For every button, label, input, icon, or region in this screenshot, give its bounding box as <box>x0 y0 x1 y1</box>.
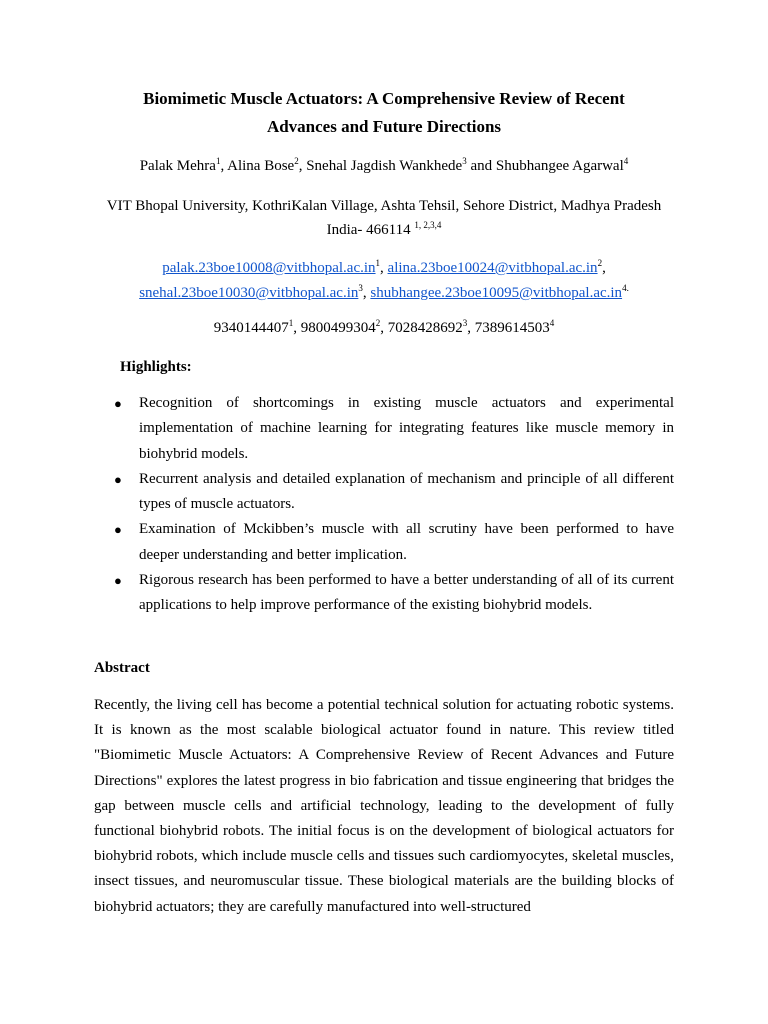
highlight-item <box>94 391 674 467</box>
affiliation-text: VIT Bhopal University, KothriKalan Village, Ashta Tehsil, Sehore District, Madhya Pradesh India- 466114 <box>106 198 662 238</box>
phone-separator: , <box>380 320 388 336</box>
email-link[interactable]: palak.23boe10008@vitbhopal.ac.in <box>162 260 376 276</box>
email-mark: 3 <box>358 283 363 293</box>
phone-separator: , <box>467 320 475 336</box>
phone-number: 7389614503 <box>474 320 550 336</box>
highlight-item <box>94 467 674 518</box>
author-affiliation-mark: 2 <box>294 156 299 166</box>
highlight-text: Rigorous research has been performed to have a better understanding of all of its current applications to help improve performance of the existing biohybrid models. <box>139 572 674 614</box>
bullet-icon: ● <box>114 471 122 487</box>
phone-mark: 4 <box>549 318 555 328</box>
author-separator: , <box>220 158 228 174</box>
author-list <box>94 156 674 176</box>
email-separator: , <box>362 285 371 301</box>
author-name: Palak Mehra <box>139 158 216 174</box>
highlight-item <box>94 568 674 619</box>
author-name: Shubhangee Agarwal <box>495 158 624 174</box>
email-link[interactable]: shubhangee.23boe10095@vitbhopal.ac.in <box>370 285 623 301</box>
email-link[interactable]: snehal.23boe10030@vitbhopal.ac.in <box>139 285 359 301</box>
email-separator: , <box>602 260 606 276</box>
phone-mark: 3 <box>462 318 468 328</box>
highlights-list <box>94 391 674 619</box>
highlight-text: Recognition of shortcomings in existing muscle actuators and experimental implementation of machine learning for integrating features like muscle memory in biohybrid models. <box>139 395 674 462</box>
title-line-2: Advances and Future Directions <box>266 117 502 136</box>
paper-title <box>94 85 674 141</box>
affiliation-mark: 1, 2,3,4 <box>414 220 442 230</box>
author-affiliation-mark: 3 <box>462 156 467 166</box>
email-mark: 1 <box>375 258 381 268</box>
email-mark: 4. <box>622 283 629 293</box>
phone-list <box>94 318 674 338</box>
bullet-icon: ● <box>114 522 122 538</box>
email-separator: , <box>380 260 388 276</box>
title-line-1: Biomimetic Muscle Actuators: A Comprehensive Review of Recent <box>143 89 625 108</box>
author-affiliation-mark: 1 <box>215 156 221 166</box>
bullet-icon: ● <box>114 573 122 589</box>
phone-number: 9800499304 <box>300 320 376 336</box>
bullet-icon: ● <box>114 396 122 411</box>
author-name: Alina Bose <box>227 158 295 174</box>
author-affiliation-mark: 4 <box>623 156 629 166</box>
highlight-text: Recurrent analysis and detailed explanation of mechanism and principle of all different types of muscle actuators. <box>139 470 674 513</box>
email-mark: 2 <box>597 258 603 268</box>
phone-number: 9340144407 <box>213 320 289 336</box>
phone-number: 7028428692 <box>387 320 463 336</box>
affiliation <box>94 194 674 242</box>
highlight-item <box>94 517 674 568</box>
highlights-heading: Highlights: <box>120 359 192 375</box>
phone-mark: 1 <box>288 318 294 328</box>
abstract-heading: Abstract <box>94 660 150 676</box>
author-separator: , <box>298 158 307 174</box>
abstract-paragraph: Recently, the living cell has become a potential technical solution for actuating robotic systems. It is known as the most scalable biological actuator found in nature. This review titled "Biomimetic Muscle Actuators: A Comprehensive Review of Recent Advances and Future Directions" explores the latest progress in bio fabrication and tissue engineering that bridges the gap between muscle cells and artificial technology, leading to the development of fully functional biohybrid robots. The initial focus is on the development of biological actuators for biohybrid robots, which include muscle cells and tissues such cardiomyocytes, skeletal muscles, insect tissues, and neuromuscular tissue. These biological materials are the building blocks of biohybrid actuators; they are carefully manufactured into well-structured <box>94 697 674 915</box>
email-link[interactable]: alina.23boe10024@vitbhopal.ac.in <box>387 260 598 276</box>
phone-separator: , <box>293 320 301 336</box>
highlight-text: Examination of Mckibben’s muscle with all scrutiny have been performed to have deeper understanding and better implication. <box>139 521 674 563</box>
author-name: Snehal Jagdish Wankhede <box>306 158 463 174</box>
author-separator: and <box>466 158 496 174</box>
email-list <box>94 256 674 306</box>
phone-mark: 2 <box>375 318 381 328</box>
